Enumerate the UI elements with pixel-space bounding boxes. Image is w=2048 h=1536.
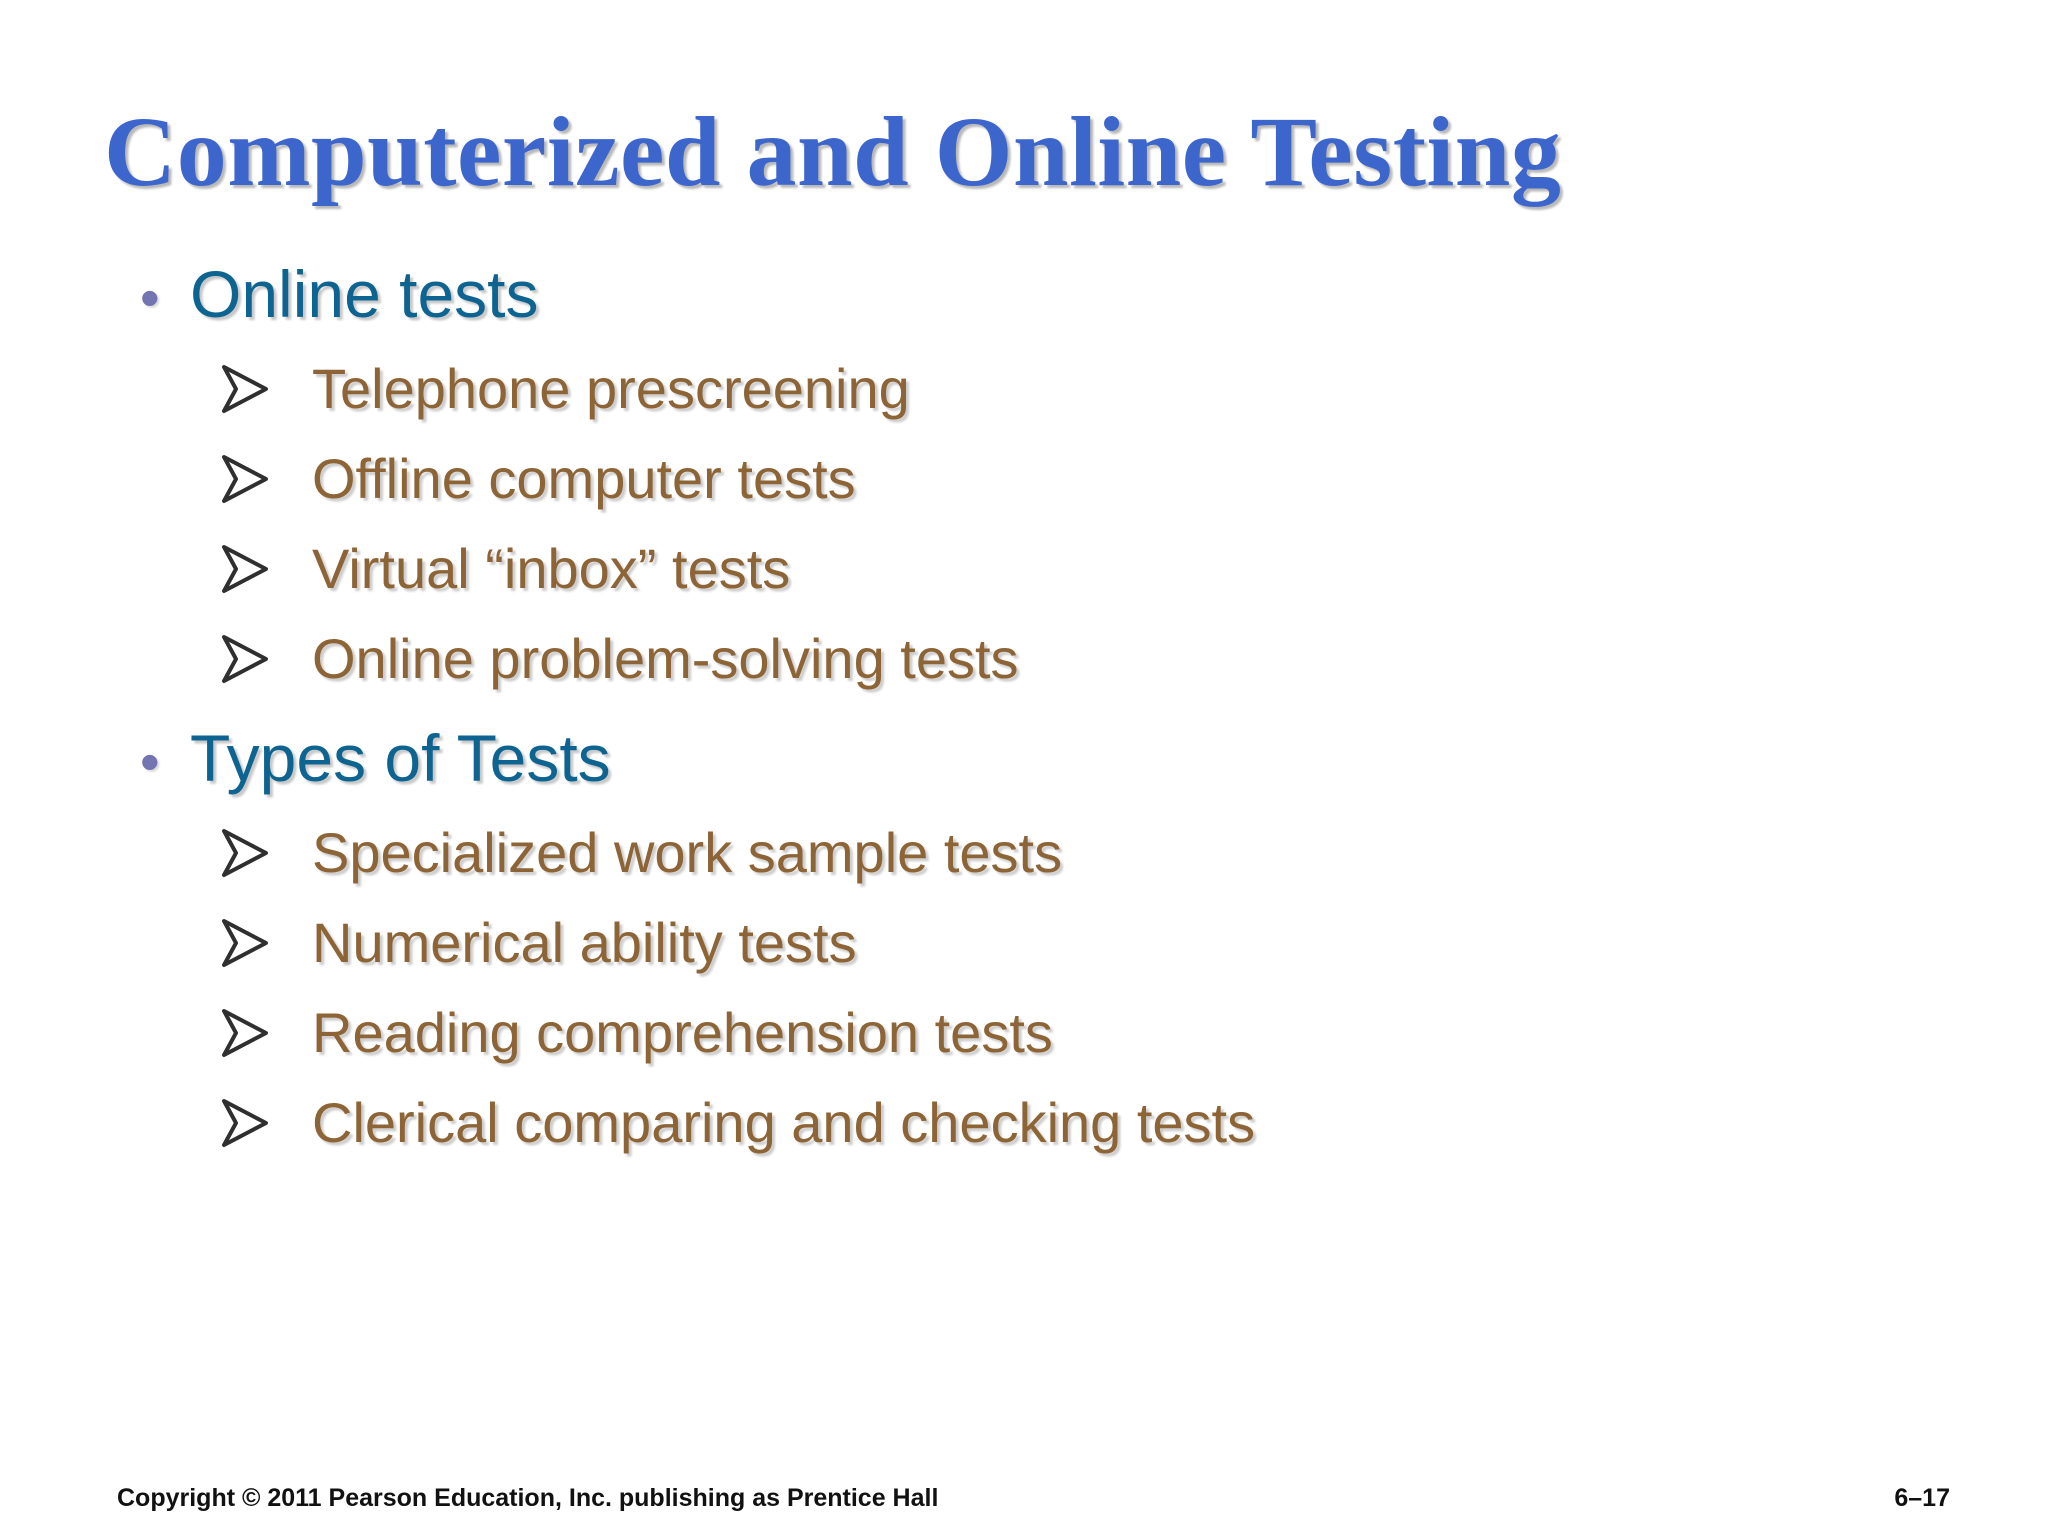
sub-bullet-label: Online problem-solving tests bbox=[312, 627, 1019, 690]
sub-bullet-item bbox=[140, 614, 1920, 704]
bullet-item bbox=[140, 248, 1920, 340]
bullet-label: Types of Tests bbox=[190, 721, 611, 795]
arrowhead-bullet-icon bbox=[220, 452, 272, 506]
arrowhead-bullet-icon bbox=[220, 632, 272, 686]
sub-bullet-item bbox=[140, 1078, 1920, 1168]
arrowhead-bullet-icon bbox=[220, 542, 272, 596]
arrowhead-bullet-icon bbox=[220, 1006, 272, 1060]
bullet-label: Online tests bbox=[190, 257, 539, 331]
bullet-section-types-of-tests bbox=[140, 712, 1920, 1168]
sub-bullet-item bbox=[140, 524, 1920, 614]
sub-bullet-label: Specialized work sample tests bbox=[312, 821, 1063, 884]
bullet-section-online-tests bbox=[140, 248, 1920, 704]
sub-bullet-list bbox=[140, 804, 1920, 1168]
sub-bullet-label: Offline computer tests bbox=[312, 447, 856, 510]
sub-bullet-label: Clerical comparing and checking tests bbox=[312, 1091, 1256, 1154]
sub-bullet-item bbox=[140, 434, 1920, 524]
sub-bullet-label: Numerical ability tests bbox=[312, 911, 857, 974]
bullet-item bbox=[140, 712, 1920, 804]
sub-bullet-item bbox=[140, 344, 1920, 434]
sub-bullet-label: Telephone prescreening bbox=[312, 357, 910, 420]
arrowhead-bullet-icon bbox=[220, 826, 272, 880]
arrowhead-bullet-icon bbox=[220, 1096, 272, 1150]
dot-bullet-icon: • bbox=[140, 730, 160, 793]
copyright-footer: Copyright © 2011 Pearson Education, Inc. publishing as Prentice Hall bbox=[117, 1484, 939, 1512]
slide-title: Computerized and Online Testing bbox=[104, 96, 1562, 207]
arrowhead-bullet-icon bbox=[220, 916, 272, 970]
arrowhead-bullet-icon bbox=[220, 362, 272, 416]
dot-bullet-icon: • bbox=[140, 266, 160, 329]
page-number: 6–17 bbox=[1894, 1484, 1950, 1512]
sub-bullet-list bbox=[140, 340, 1920, 704]
sub-bullet-item bbox=[140, 898, 1920, 988]
sub-bullet-label: Reading comprehension tests bbox=[312, 1001, 1053, 1064]
slide-content bbox=[140, 248, 1920, 1168]
sub-bullet-item bbox=[140, 988, 1920, 1078]
sub-bullet-item bbox=[140, 808, 1920, 898]
sub-bullet-label: Virtual “inbox” tests bbox=[312, 537, 791, 600]
